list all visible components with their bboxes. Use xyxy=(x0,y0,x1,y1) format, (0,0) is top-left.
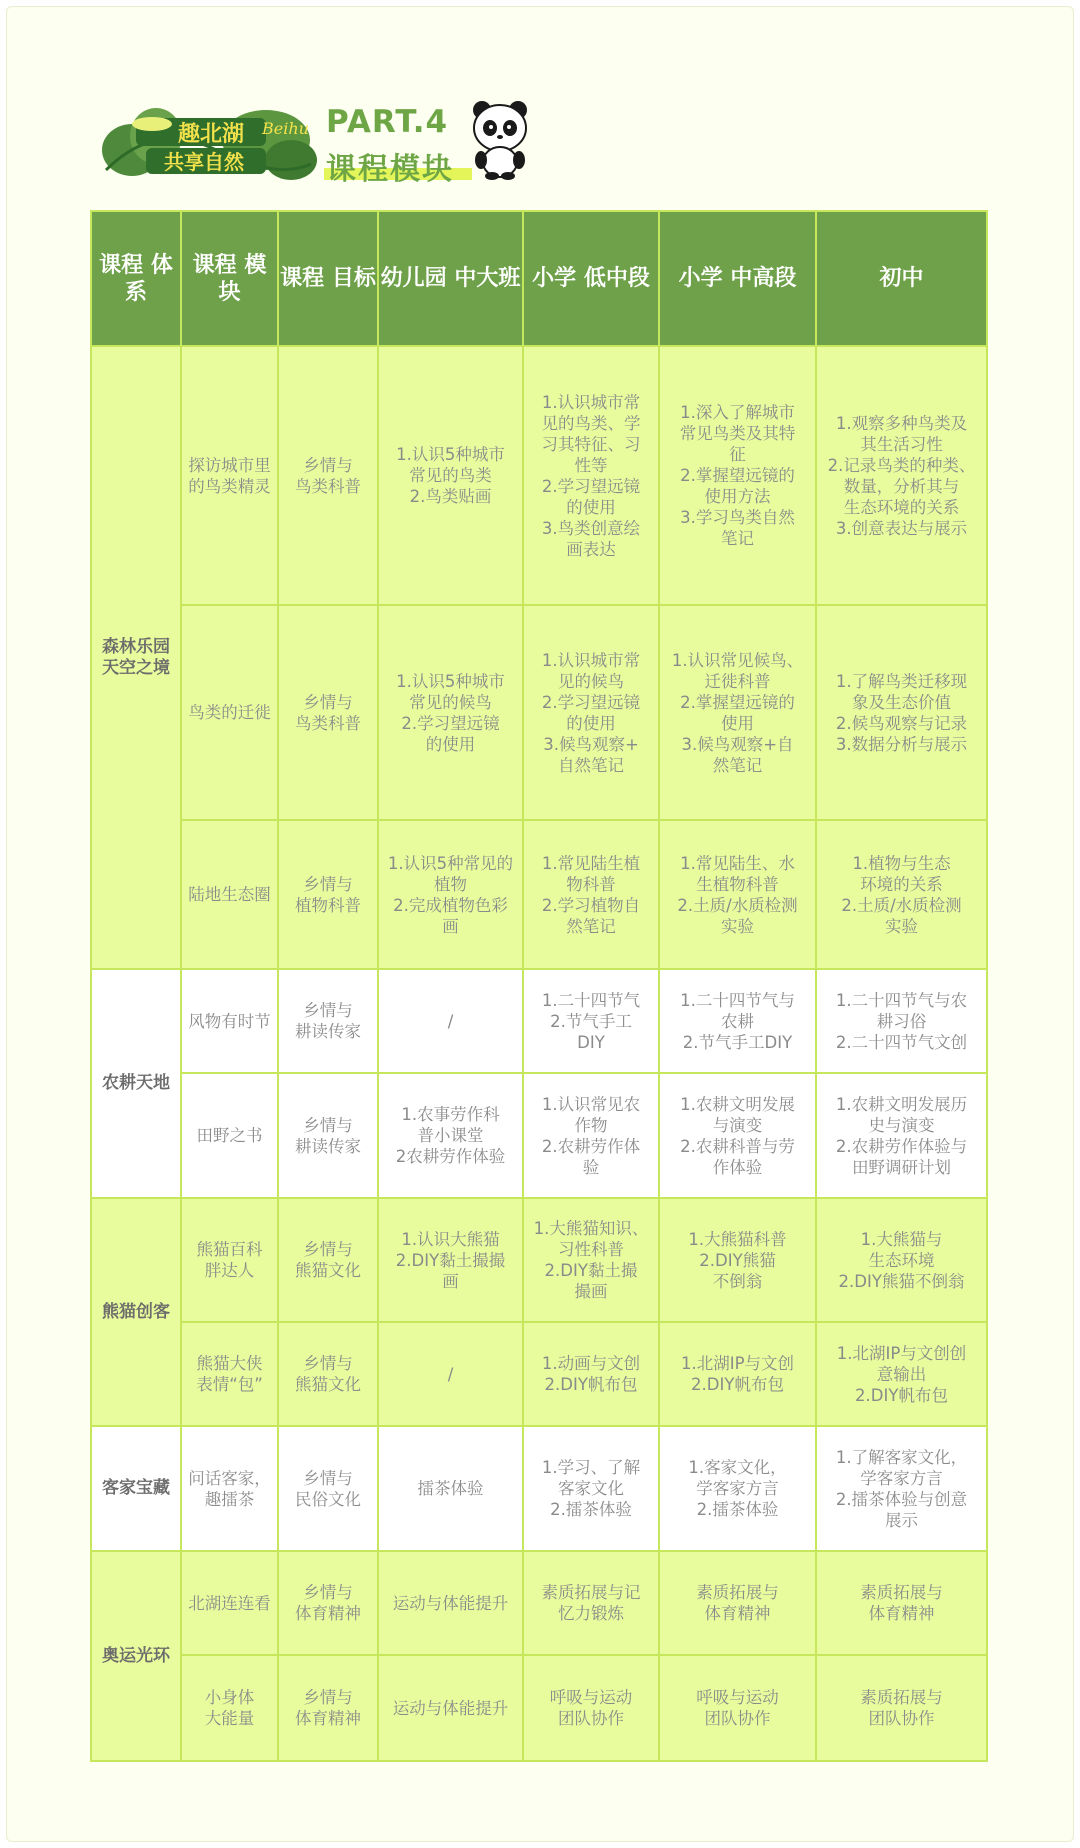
table-cell: 1.动画与文创 2.DIY帆布包 xyxy=(523,1322,659,1426)
table-cell: 1.常见陆生、水 生植物科普 2.土质/水质检测 实验 xyxy=(659,820,816,969)
table-cell: 素质拓展与 团队协作 xyxy=(816,1655,987,1761)
table-row xyxy=(91,605,987,820)
table-cell: 乡情与 体育精神 xyxy=(278,1655,378,1761)
table-cell: 1.植物与生态 环境的关系 2.土质/水质检测 实验 xyxy=(816,820,987,969)
table-cell: 1.了解客家文化， 学客家方言 2.擂茶体验与创意 展示 xyxy=(816,1426,987,1551)
table-cell: 1.学习、了解 客家文化 2.擂茶体验 xyxy=(523,1426,659,1551)
table-header-row xyxy=(91,211,987,346)
column-header: 课程 体系 xyxy=(91,211,181,346)
table-cell: 呼吸与运动 团队协作 xyxy=(523,1655,659,1761)
table-cell: 风物有时节 xyxy=(181,969,278,1073)
table-cell: 乡情与 耕读传家 xyxy=(278,1073,378,1198)
table-cell: 1.认识常见农 作物 2.农耕劳作体 验 xyxy=(523,1073,659,1198)
table-cell: 熊猫百科 胖达人 xyxy=(181,1198,278,1322)
table-cell: 1.农耕文明发展 与演变 2.农耕科普与劳 作体验 xyxy=(659,1073,816,1198)
table-cell: 素质拓展与 体育精神 xyxy=(659,1551,816,1655)
table-cell: 乡情与 耕读传家 xyxy=(278,969,378,1073)
table-cell: 1.认识城市常 见的候鸟 2.学习望远镜 的使用 3.候鸟观察+ 自然笔记 xyxy=(523,605,659,820)
course-module-table xyxy=(90,210,988,1762)
course-system-cell: 森林乐园 天空之境 xyxy=(91,346,181,969)
table-cell: 1.了解鸟类迁移现 象及生态价值 2.候鸟观察与记录 3.数据分析与展示 xyxy=(816,605,987,820)
table-cell: 1.常见陆生植 物科普 2.学习植物自 然笔记 xyxy=(523,820,659,969)
table-cell: 1.客家文化， 学客家方言 2.擂茶体验 xyxy=(659,1426,816,1551)
course-system-cell: 农耕天地 xyxy=(91,969,181,1198)
table-cell: 1.认识5种城市 常见的候鸟 2.学习望远镜 的使用 xyxy=(378,605,523,820)
table-cell: 1.二十四节气与农 耕习俗 2.二十四节气文创 xyxy=(816,969,987,1073)
table-cell: 田野之书 xyxy=(181,1073,278,1198)
svg-text:共享自然: 共享自然 xyxy=(164,150,244,174)
table-row xyxy=(91,1073,987,1198)
panda-icon xyxy=(468,96,532,180)
column-header: 课程 模块 xyxy=(181,211,278,346)
table-cell: / xyxy=(378,1322,523,1426)
table-cell: 1.二十四节气与 农耕 2.节气手工DIY xyxy=(659,969,816,1073)
table-cell: 1.认识城市常 见的鸟类、学 习其特征、习 性等 2.学习望远镜 的使用 3.鸟类创意绘 画表达 xyxy=(523,346,659,605)
column-header: 初中 xyxy=(816,211,987,346)
table-cell: 1.北湖IP与文创创 意输出 2.DIY帆布包 xyxy=(816,1322,987,1426)
table-cell: 乡情与 熊猫文化 xyxy=(278,1322,378,1426)
table-cell: 1.认识5种常见的 植物 2.完成植物色彩 画 xyxy=(378,820,523,969)
course-system-cell: 熊猫创客 xyxy=(91,1198,181,1426)
table-cell: 擂茶体验 xyxy=(378,1426,523,1551)
table-cell: 1.认识大熊猫 2.DIY黏土撮撮 画 xyxy=(378,1198,523,1322)
table-cell: / xyxy=(378,969,523,1073)
table-cell: 1.认识5种城市 常见的鸟类 2.鸟类贴画 xyxy=(378,346,523,605)
table-row xyxy=(91,1322,987,1426)
quebeihu-logo xyxy=(96,100,318,182)
table-row xyxy=(91,1426,987,1551)
table-cell: 乡情与 鸟类科普 xyxy=(278,605,378,820)
course-system-cell: 奥运光环 xyxy=(91,1551,181,1761)
table-cell: 1.农耕文明发展历 史与演变 2.农耕劳作体验与 田野调研计划 xyxy=(816,1073,987,1198)
part-label: PART.4 xyxy=(326,104,449,140)
table-row xyxy=(91,346,987,605)
table-cell: 问话客家， 趣擂茶 xyxy=(181,1426,278,1551)
table-cell: 运动与体能提升 xyxy=(378,1655,523,1761)
table-cell: 1.农事劳作科 普小课堂 2农耕劳作体验 xyxy=(378,1073,523,1198)
column-header: 幼儿园 中大班 xyxy=(378,211,523,346)
table-cell: 北湖连连看 xyxy=(181,1551,278,1655)
column-header: 小学 低中段 xyxy=(523,211,659,346)
table-cell: 陆地生态圈 xyxy=(181,820,278,969)
table-cell: 1.观察多种鸟类及 其生活习性 2.记录鸟类的种类、 数量，分析其与 生态环境的关系 3.创意表达与展示 xyxy=(816,346,987,605)
table-cell: 乡情与 体育精神 xyxy=(278,1551,378,1655)
table-cell: 素质拓展与记 忆力锻炼 xyxy=(523,1551,659,1655)
table-cell: 素质拓展与 体育精神 xyxy=(816,1551,987,1655)
table-cell: 小身体 大能量 xyxy=(181,1655,278,1761)
table-row xyxy=(91,1198,987,1322)
table-row xyxy=(91,1551,987,1655)
table-cell: 乡情与 鸟类科普 xyxy=(278,346,378,605)
table-cell: 运动与体能提升 xyxy=(378,1551,523,1655)
table-cell: 1.大熊猫知识、 习性科普 2.DIY黏土撮 撮画 xyxy=(523,1198,659,1322)
svg-text:趣北湖: 趣北湖 xyxy=(178,122,245,147)
table-row xyxy=(91,820,987,969)
table-cell: 鸟类的迁徙 xyxy=(181,605,278,820)
table-cell: 呼吸与运动 团队协作 xyxy=(659,1655,816,1761)
table-cell: 乡情与 植物科普 xyxy=(278,820,378,969)
table-cell: 1.大熊猫与 生态环境 2.DIY熊猫不倒翁 xyxy=(816,1198,987,1322)
section-title: 课程模块 xyxy=(326,152,454,187)
column-header: 小学 中高段 xyxy=(659,211,816,346)
course-system-cell: 客家宝藏 xyxy=(91,1426,181,1551)
table-cell: 1.北湖IP与文创 2.DIY帆布包 xyxy=(659,1322,816,1426)
table-cell: 1.大熊猫科普 2.DIY熊猫 不倒翁 xyxy=(659,1198,816,1322)
table-cell: 1.二十四节气 2.节气手工 DIY xyxy=(523,969,659,1073)
column-header: 课程 目标 xyxy=(278,211,378,346)
table-cell: 熊猫大侠 表情“包” xyxy=(181,1322,278,1426)
table-cell: 探访城市里 的鸟类精灵 xyxy=(181,346,278,605)
table-cell: 1.深入了解城市 常见鸟类及其特 征 2.掌握望远镜的 使用方法 3.学习鸟类自然 笔记 xyxy=(659,346,816,605)
table-row xyxy=(91,969,987,1073)
table-cell: 乡情与 熊猫文化 xyxy=(278,1198,378,1322)
table-cell: 乡情与 民俗文化 xyxy=(278,1426,378,1551)
svg-text:Beihu: Beihu xyxy=(262,119,309,138)
table-row xyxy=(91,1655,987,1761)
table-cell: 1.认识常见候鸟、 迁徙科普 2.掌握望远镜的 使用 3.候鸟观察+自 然笔记 xyxy=(659,605,816,820)
